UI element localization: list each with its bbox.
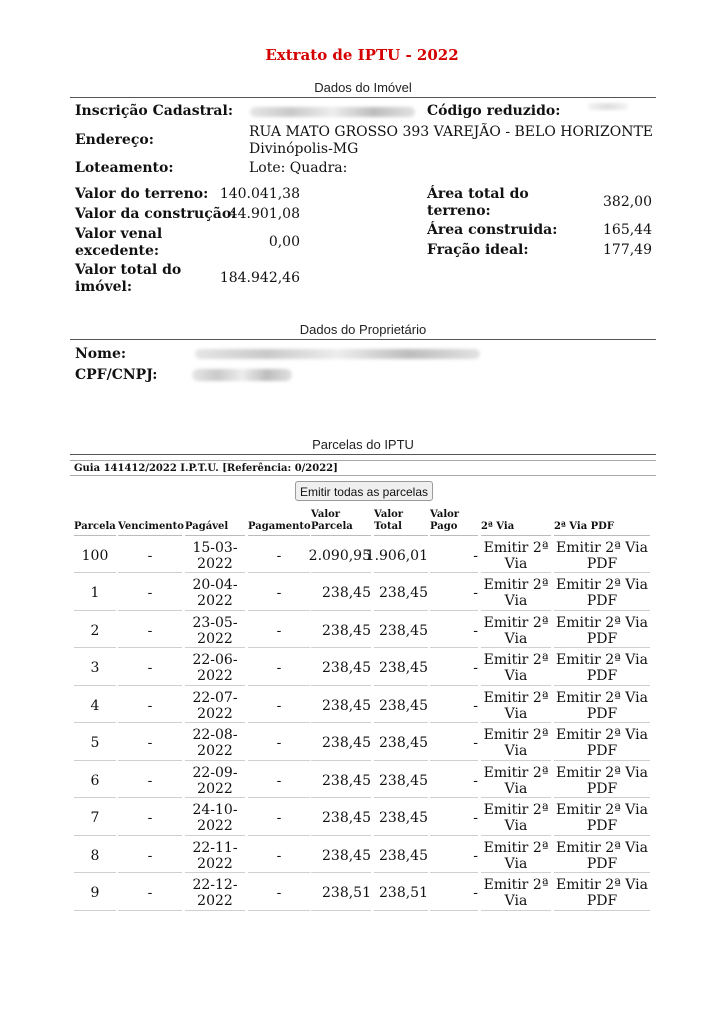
cell-pagavel <box>185 577 245 611</box>
emitir-segunda-via-pdf-link-line2[interactable]: PDF <box>586 780 618 797</box>
cell-valor-parcela: 2.090,95 <box>311 539 371 573</box>
emitir-segunda-via-link[interactable] <box>481 614 551 648</box>
cell-pagavel-line1: 22-07- <box>192 689 238 706</box>
col-header-valor-total-line1: Valor <box>374 509 404 520</box>
cell-valor-pago: - <box>430 839 478 873</box>
emitir-segunda-via-link-line2[interactable]: Via <box>504 743 528 759</box>
cell-valor-total: 238,45 <box>374 839 428 873</box>
cell-vencimento: - <box>118 802 182 836</box>
cell-parcela: 4 <box>74 689 116 723</box>
emitir-segunda-via-link-line1[interactable]: Emitir 2ª <box>483 614 549 631</box>
cell-pagamento: - <box>248 614 310 648</box>
cell-pagamento: - <box>248 839 310 873</box>
emitir-segunda-via-pdf-link[interactable] <box>554 577 650 611</box>
cell-pagavel <box>185 614 245 648</box>
emitir-segunda-via-link[interactable] <box>481 539 551 573</box>
cell-valor-parcela: 238,45 <box>311 839 371 873</box>
col-header-vencimento-text: Vencimento <box>118 521 184 532</box>
loteamento-value: Lote: Quadra: <box>249 160 348 176</box>
cell-vencimento: - <box>118 539 182 573</box>
col-header-valor-parcela <box>311 509 371 536</box>
cell-vencimento: - <box>118 764 182 798</box>
emitir-segunda-via-link-line1[interactable]: Emitir 2ª <box>483 802 549 818</box>
loteamento-label: Loteamento: <box>75 160 174 176</box>
emitir-segunda-via-pdf-link[interactable] <box>554 614 650 648</box>
emitir-segunda-via-pdf-link-line1[interactable]: Emitir 2ª Via <box>556 689 648 706</box>
col-header-valor-pago-line2: Pago <box>430 521 458 532</box>
cell-pagavel <box>185 539 245 573</box>
redacted-inscricao <box>250 107 415 117</box>
emitir-segunda-via-pdf-link-line2[interactable]: PDF <box>586 893 618 909</box>
col-header-parcela-text: Parcela <box>74 521 116 532</box>
emitir-segunda-via-link-line1[interactable]: Emitir 2ª <box>483 652 549 668</box>
col-header-pagavel <box>185 512 245 536</box>
valor-total-label-2: imóvel: <box>75 279 132 295</box>
cell-pagamento: - <box>248 877 310 911</box>
emitir-segunda-via-pdf-link-line1[interactable]: Emitir 2ª Via <box>556 802 648 818</box>
emitir-segunda-via-link[interactable] <box>481 877 551 911</box>
cell-pagavel-line1: 15-03- <box>192 539 238 556</box>
table-row <box>0 539 724 577</box>
emitir-segunda-via-pdf-link-line2[interactable]: PDF <box>586 855 618 872</box>
emitir-segunda-via-link-line2[interactable]: Via <box>504 668 528 684</box>
valor-terreno-label: Valor do terreno: <box>75 186 209 202</box>
cell-valor-pago: - <box>430 802 478 836</box>
section-divider <box>70 339 656 340</box>
emitir-segunda-via-pdf-link-line2[interactable]: PDF <box>586 555 618 572</box>
col-header-segunda-via <box>481 512 551 536</box>
cell-valor-parcela: 238,45 <box>311 614 371 648</box>
col-header-vencimento <box>118 512 182 536</box>
cell-pagavel-line2: 2022 <box>197 593 233 609</box>
emitir-segunda-via-link-line1[interactable]: Emitir 2ª <box>483 839 549 856</box>
cell-valor-pago: - <box>430 727 478 761</box>
cell-valor-parcela: 238,45 <box>311 802 371 836</box>
table-row <box>0 877 724 915</box>
col-header-valor-pago-line1: Valor <box>430 509 460 520</box>
table-row <box>0 652 724 690</box>
emitir-segunda-via-pdf-link-line2[interactable]: PDF <box>586 818 618 834</box>
cell-pagavel-line1: 20-04- <box>192 577 238 593</box>
cell-pagavel-line2: 2022 <box>197 818 233 834</box>
cell-pagavel-line2: 2022 <box>197 668 233 684</box>
cell-parcela: 2 <box>74 614 116 648</box>
cell-valor-total: 238,45 <box>374 652 428 686</box>
section-title-imovel: Dados do Imóvel <box>314 80 412 95</box>
cell-parcela: 5 <box>74 727 116 761</box>
cell-parcela: 3 <box>74 652 116 686</box>
emitir-segunda-via-pdf-link[interactable] <box>554 539 650 573</box>
emitir-todas-button[interactable]: Emitir todas as parcelas <box>295 481 433 501</box>
valor-venal-label-1: Valor venal <box>75 226 163 242</box>
cell-pagavel-line1: 24-10- <box>192 802 238 818</box>
fracao-label: Fração ideal: <box>427 242 529 258</box>
cell-valor-total: 238,51 <box>374 877 428 911</box>
emitir-segunda-via-pdf-link-line2[interactable]: PDF <box>586 593 618 609</box>
emitir-segunda-via-link-line2[interactable]: Via <box>504 705 528 722</box>
redacted-cpf <box>192 369 292 381</box>
emitir-segunda-via-pdf-link-line1[interactable]: Emitir 2ª Via <box>556 652 648 668</box>
emitir-segunda-via-pdf-link[interactable] <box>554 689 650 723</box>
emitir-segunda-via-pdf-link-line1[interactable]: Emitir 2ª Via <box>556 764 648 781</box>
emitir-segunda-via-link-line2[interactable]: Via <box>504 893 528 909</box>
valor-construcao-label: Valor da construção: <box>75 206 237 222</box>
valor-construcao-value: 44.901,08 <box>228 206 300 222</box>
emitir-segunda-via-link-line2[interactable]: Via <box>504 855 528 872</box>
emitir-segunda-via-link[interactable] <box>481 689 551 723</box>
emitir-segunda-via-link[interactable] <box>481 577 551 611</box>
col-header-segunda-via-pdf-text: 2ª Via PDF <box>554 521 614 532</box>
endereco-line2: Divinópolis-MG <box>249 141 359 157</box>
cell-vencimento: - <box>118 727 182 761</box>
emitir-segunda-via-link-line2[interactable]: Via <box>504 630 528 647</box>
cell-valor-total: 238,45 <box>374 577 428 611</box>
cell-pagavel-line2: 2022 <box>197 780 233 797</box>
endereco-line1: RUA MATO GROSSO 393 VAREJÃO - BELO HORIZONTE <box>249 124 654 140</box>
cell-pagamento: - <box>248 539 310 573</box>
cell-pagavel <box>185 652 245 686</box>
cell-vencimento: - <box>118 577 182 611</box>
section-divider <box>70 97 656 98</box>
cell-pagavel-line2: 2022 <box>197 705 233 722</box>
fracao-value: 177,49 <box>603 242 652 258</box>
emitir-segunda-via-link-line1[interactable]: Emitir 2ª <box>483 689 549 706</box>
emitir-segunda-via-pdf-link[interactable] <box>554 764 650 798</box>
emitir-segunda-via-link-line2[interactable]: Via <box>504 818 528 834</box>
valor-terreno-value: 140.041,38 <box>219 186 300 202</box>
cpf-label: CPF/CNPJ: <box>75 367 158 383</box>
cell-pagavel <box>185 689 245 723</box>
col-header-segunda-via-text: 2ª Via <box>481 521 515 532</box>
cell-pagavel-line1: 23-05- <box>192 614 238 631</box>
cell-valor-pago: - <box>430 764 478 798</box>
emitir-segunda-via-link-line2[interactable]: Via <box>504 780 528 797</box>
emitir-segunda-via-pdf-link[interactable] <box>554 652 650 686</box>
emitir-segunda-via-link[interactable] <box>481 652 551 686</box>
codigo-label: Código reduzido: <box>427 103 561 119</box>
cell-valor-parcela: 238,45 <box>311 577 371 611</box>
table-row <box>0 839 724 877</box>
cell-valor-parcela: 238,45 <box>311 652 371 686</box>
emitir-segunda-via-pdf-link[interactable] <box>554 727 650 761</box>
cell-pagavel <box>185 727 245 761</box>
inscricao-label: Inscrição Cadastral: <box>75 103 233 119</box>
col-header-valor-parcela-line1: Valor <box>311 509 341 520</box>
emitir-segunda-via-pdf-link-line1[interactable]: Emitir 2ª Via <box>556 877 648 893</box>
cell-pagavel-line1: 22-11- <box>192 839 238 856</box>
cell-pagamento: - <box>248 727 310 761</box>
area-total-label-2: terreno: <box>427 203 491 219</box>
cell-parcela: 9 <box>74 877 116 911</box>
cell-pagavel-line2: 2022 <box>197 893 233 909</box>
redacted-codigo <box>588 103 628 110</box>
col-header-valor-pago <box>430 509 478 536</box>
cell-pagavel-line1: 22-12- <box>192 877 238 893</box>
area-construida-label: Área construida: <box>427 222 558 238</box>
col-header-valor-total-line2: Total <box>374 521 402 532</box>
table-row <box>0 577 724 615</box>
col-header-valor-total <box>374 509 428 536</box>
cell-valor-total: 238,45 <box>374 689 428 723</box>
emitir-segunda-via-link[interactable] <box>481 802 551 836</box>
emitir-segunda-via-pdf-link-line1[interactable]: Emitir 2ª Via <box>556 614 648 631</box>
area-total-label-1: Área total do <box>427 186 529 202</box>
cell-valor-total: 1.906,01 <box>374 539 428 573</box>
guia-label: Guia 141412/2022 I.P.T.U. [Referência: 0/2022] <box>70 460 656 476</box>
cell-parcela: 6 <box>74 764 116 798</box>
cell-pagavel <box>185 839 245 873</box>
cell-pagavel-line2: 2022 <box>197 555 233 572</box>
emitir-segunda-via-pdf-link-line2[interactable]: PDF <box>586 630 618 647</box>
cell-valor-pago: - <box>430 652 478 686</box>
cell-valor-pago: - <box>430 539 478 573</box>
valor-venal-value: 0,00 <box>268 234 300 250</box>
col-header-pagamento-text: Pagamento <box>248 521 311 532</box>
cell-pagavel <box>185 877 245 911</box>
cell-pagavel <box>185 764 245 798</box>
area-total-value: 382,00 <box>603 194 652 210</box>
emitir-segunda-via-pdf-link[interactable] <box>554 877 650 911</box>
valor-total-value: 184.942,46 <box>219 270 300 286</box>
cell-vencimento: - <box>118 877 182 911</box>
col-header-segunda-via-pdf <box>554 512 650 536</box>
cell-pagavel-line2: 2022 <box>197 855 233 872</box>
cell-pagamento: - <box>248 577 310 611</box>
emitir-segunda-via-link[interactable] <box>481 839 551 873</box>
emitir-segunda-via-pdf-link-line1[interactable]: Emitir 2ª Via <box>556 577 648 593</box>
nome-label: Nome: <box>75 346 127 362</box>
valor-total-label-1: Valor total do <box>75 262 182 278</box>
emitir-segunda-via-link-line1[interactable]: Emitir 2ª <box>483 539 549 556</box>
table-row <box>0 802 724 840</box>
cell-valor-parcela: 238,45 <box>311 764 371 798</box>
cell-pagavel-line1: 22-09- <box>192 764 238 781</box>
col-header-valor-parcela-line2: Parcela <box>311 521 353 532</box>
redacted-nome <box>195 349 480 359</box>
emitir-segunda-via-pdf-link-line1[interactable]: Emitir 2ª Via <box>556 539 648 556</box>
cell-valor-parcela: 238,51 <box>311 877 371 911</box>
valor-venal-label-2: excedente: <box>75 243 160 259</box>
section-title-parcelas: Parcelas do IPTU <box>312 437 414 452</box>
cell-vencimento: - <box>118 839 182 873</box>
col-header-pagamento <box>248 512 310 536</box>
table-row <box>0 689 724 727</box>
emitir-segunda-via-pdf-link-line1[interactable]: Emitir 2ª Via <box>556 727 648 743</box>
table-row <box>0 727 724 765</box>
emitir-segunda-via-pdf-link-line1[interactable]: Emitir 2ª Via <box>556 839 648 856</box>
emitir-segunda-via-pdf-link-line2[interactable]: PDF <box>586 743 618 759</box>
cell-valor-pago: - <box>430 689 478 723</box>
emitir-segunda-via-link-line2[interactable]: Via <box>504 593 528 609</box>
cell-parcela: 7 <box>74 802 116 836</box>
col-header-parcela <box>74 512 116 536</box>
cell-vencimento: - <box>118 614 182 648</box>
cell-pagamento: - <box>248 689 310 723</box>
cell-parcela: 1 <box>74 577 116 611</box>
cell-pagamento: - <box>248 764 310 798</box>
cell-pagamento: - <box>248 652 310 686</box>
cell-valor-total: 238,45 <box>374 614 428 648</box>
page-title: Extrato de IPTU - 2022 <box>265 46 459 64</box>
cell-vencimento: - <box>118 689 182 723</box>
cell-valor-pago: - <box>430 877 478 911</box>
cell-valor-total: 238,45 <box>374 764 428 798</box>
endereco-label: Endereço: <box>75 132 154 148</box>
table-row <box>0 614 724 652</box>
cell-pagavel-line2: 2022 <box>197 630 233 647</box>
emitir-segunda-via-link-line1[interactable]: Emitir 2ª <box>483 577 549 593</box>
col-header-pagavel-text: Pagável <box>185 521 229 532</box>
emitir-segunda-via-pdf-link-line2[interactable]: PDF <box>586 705 618 722</box>
cell-pagavel <box>185 802 245 836</box>
cell-valor-parcela: 238,45 <box>311 689 371 723</box>
cell-pagamento: - <box>248 802 310 836</box>
section-title-proprietario: Dados do Proprietário <box>299 322 427 337</box>
cell-pagavel-line1: 22-06- <box>192 652 238 668</box>
emitir-segunda-via-pdf-link[interactable] <box>554 839 650 873</box>
table-row <box>0 764 724 802</box>
cell-valor-total: 238,45 <box>374 802 428 836</box>
emitir-segunda-via-pdf-link-line2[interactable]: PDF <box>586 668 618 684</box>
cell-pagavel-line1: 22-08- <box>192 727 238 743</box>
cell-valor-total: 238,45 <box>374 727 428 761</box>
cell-vencimento: - <box>118 652 182 686</box>
emitir-segunda-via-link-line1[interactable]: Emitir 2ª <box>483 877 549 893</box>
emitir-segunda-via-link[interactable] <box>481 764 551 798</box>
emitir-segunda-via-link[interactable] <box>481 727 551 761</box>
cell-valor-pago: - <box>430 577 478 611</box>
cell-parcela: 100 <box>74 539 116 573</box>
emitir-segunda-via-link-line2[interactable]: Via <box>504 555 528 572</box>
cell-pagavel-line2: 2022 <box>197 743 233 759</box>
emitir-segunda-via-link-line1[interactable]: Emitir 2ª <box>483 764 549 781</box>
cell-valor-parcela: 238,45 <box>311 727 371 761</box>
cell-valor-pago: - <box>430 614 478 648</box>
area-construida-value: 165,44 <box>603 222 652 238</box>
section-divider <box>70 454 656 455</box>
cell-parcela: 8 <box>74 839 116 873</box>
emitir-segunda-via-pdf-link[interactable] <box>554 802 650 836</box>
emitir-segunda-via-link-line1[interactable]: Emitir 2ª <box>483 727 549 743</box>
